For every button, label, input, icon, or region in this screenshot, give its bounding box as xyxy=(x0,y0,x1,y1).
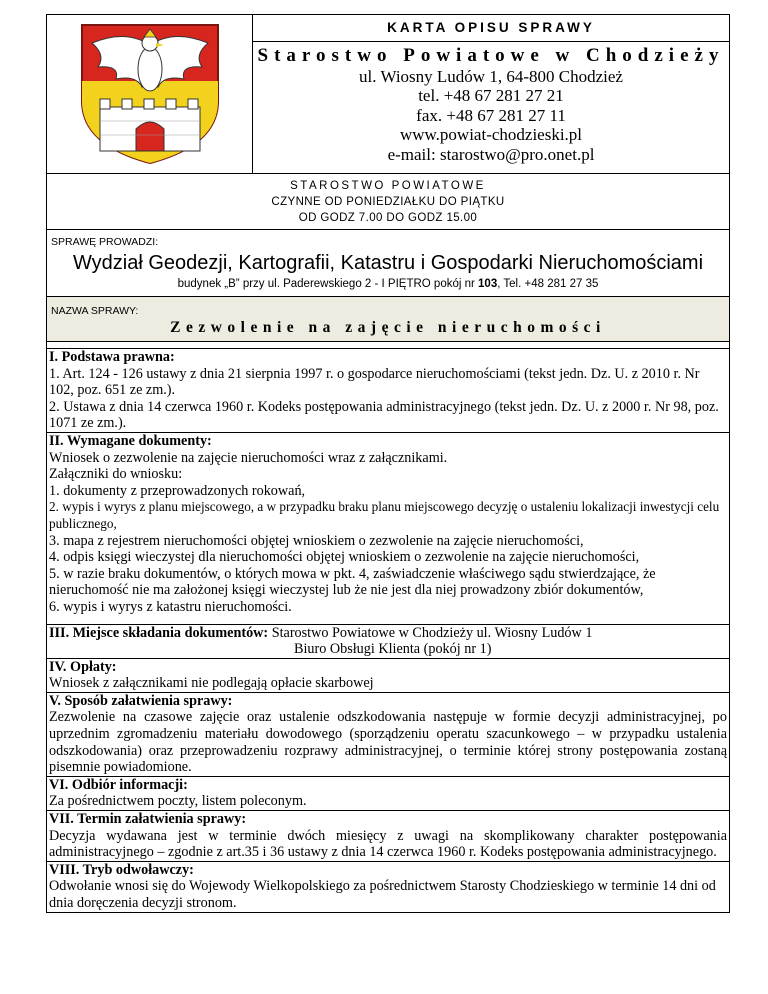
coat-of-arms xyxy=(47,15,253,173)
section-line: 1. dokumenty z przeprowadzonych rokowań, xyxy=(49,482,306,499)
section-title: VII. Termin załatwienia sprawy: xyxy=(49,811,247,828)
section-line: 1. Art. 124 - 126 ustawy z dnia 21 sierpnia 1997 r. o gospodarce nieruchomościami (tekst jedn. Dz. U. z 2010 r. Nr 102, poz. 651 ze zm.). xyxy=(49,365,700,399)
office-address: ul. Wiosny Ludów 1, 64-800 Chodzież xyxy=(359,66,623,86)
section-title: VIII. Tryb odwoławczy: xyxy=(49,861,194,878)
section-fees xyxy=(47,659,729,693)
section-required-documents xyxy=(47,433,729,625)
submission-room: Biuro Obsługi Klienta (pokój nr 1) xyxy=(294,641,492,658)
section-line: Wniosek o zezwolenie na zajęcie nieruchomości wraz z załącznikami. xyxy=(49,449,448,466)
department-label: SPRAWĘ PROWADZI: xyxy=(51,236,159,248)
section-title: VI. Odbiór informacji: xyxy=(49,776,188,793)
section-line: Wniosek z załącznikami nie podlegają opłacie skarbowej xyxy=(49,675,374,692)
case-label: NAZWA SPRAWY: xyxy=(51,305,139,317)
section-title: II. Wymagane dokumenty: xyxy=(49,432,212,449)
section-submission-place xyxy=(47,625,729,659)
section-line: 4. odpis księgi wieczystej dla nieruchomości objętej wnioskiem o zezwolenie na zajęcie nieruchomości, xyxy=(49,549,640,566)
case-name: Zezwolenie na zajęcie nieruchomości xyxy=(170,319,606,336)
section-line: Za pośrednictwem poczty, listem poleconym. xyxy=(49,793,307,810)
office-phone: tel. +48 67 281 27 21 xyxy=(418,86,564,105)
opening-hours xyxy=(47,174,729,230)
section-processing-time xyxy=(47,811,729,862)
section-line: Załączniki do wniosku: xyxy=(49,466,183,483)
section-line: 6. wypis i wyrys z katastru nieruchomości. xyxy=(49,598,292,615)
office-name: Starostwo Powiatowe w Chodzieży xyxy=(257,45,725,66)
section-title: V. Sposób załatwienia sprawy: xyxy=(49,692,233,709)
section-line: Odwołanie wnosi się do Wojewody Wielkopolskiego za pośrednictwem Starosty Chodzieskiego w terminie 14 dni od dnia doręczenia decyzji stronom. xyxy=(49,878,716,911)
section-line: 2. Ustawa z dnia 14 czerwca 1960 r. Kodeks postępowania administracyjnego (tekst jedn. Dz. U. z 2000 r. Nr 98, poz. 1071 ze zm.). xyxy=(49,398,719,432)
section-line: 2. wypis i wyrys z planu miejscowego, a w przypadku braku planu miejscowego decyzję o ustaleniu lokalizacji inwestycji celu publicznego, xyxy=(49,499,720,531)
office-contact xyxy=(253,42,729,164)
office-website: www.powiat-chodzieski.pl xyxy=(399,125,583,144)
section-line: Decyzja wydawana jest w terminie dwóch miesięcy z uwagi na skomplikowany charakter postępowania administracyjnego – zgodnie z art.35 i 36 ustawy z dnia 14 czerwca 1960 r. Kodeks postępowania administracyjnego. xyxy=(49,827,727,861)
department-address-suffix: , Tel. +48 281 27 35 xyxy=(497,278,599,290)
section-appeal-procedure xyxy=(47,862,729,912)
section-line xyxy=(49,625,727,642)
section-title: IV. Opłaty: xyxy=(49,658,117,675)
section-title: III. Miejsce składania dokumentów: xyxy=(49,624,269,641)
submission-address: Starostwo Powiatowe w Chodzieży ul. Wiosny Ludów 1 xyxy=(268,624,593,641)
section-title: I. Podstawa prawna: xyxy=(49,349,175,365)
section-information-pickup xyxy=(47,777,729,811)
header xyxy=(47,15,729,174)
section-line: 3. mapa z rejestrem nieruchomości objętej wnioskiem o zezwolenie na zajęcie nieruchomości, xyxy=(49,532,584,549)
department-name: Wydział Geodezji, Kartografii, Katastru i Gospodarki Nieruchomościami xyxy=(72,252,704,274)
hours-line-2: CZYNNE OD PONIEDZIAŁKU DO PIĄTKU xyxy=(271,196,505,208)
case-name-box xyxy=(47,297,729,342)
section-line: 5. w razie braku dokumentów, o których mowa w pkt. 4, zaświadczenie właściwego sądu stwierdzające, że nieruchomość nie ma założonej księgi wieczystej lub że nie jest dla niej prowadzony zbiór dokumentów, xyxy=(49,565,656,599)
office-fax: fax. +48 67 281 27 11 xyxy=(416,105,566,125)
hours-line-3: OD GODZ 7.00 DO GODZ 15.00 xyxy=(298,212,478,224)
section-handling-method xyxy=(47,693,729,777)
section-legal-basis xyxy=(47,349,729,433)
section-line: Zezwolenie na czasowe zajęcie oraz ustalenie odszkodowania następuje w formie decyzji administracyjnej, po uprzednim zgromadzeniu materiału dowodowego (sporządzeniu operatu szacunkowego – w przypadku ustalenia odszkodowania) oraz przeprowadzeniu rozprawy administracyjnej, o terminie której strony postępowania zostaną pisemnie powiadomione. xyxy=(49,709,727,776)
department-address xyxy=(47,278,729,290)
department-room: 103 xyxy=(478,278,498,290)
office-email: e-mail: starostwo@pro.onet.pl xyxy=(387,144,595,164)
case-card xyxy=(46,14,730,913)
spacer xyxy=(47,342,729,349)
card-title: KARTA OPISU SPRAWY xyxy=(253,15,729,42)
department-address-prefix: budynek „B” przy ul. Paderewskiego 2 - I PIĘTRO pokój nr xyxy=(177,278,479,290)
hours-line-1: STAROSTWO POWIATOWE xyxy=(290,180,486,192)
department-box xyxy=(47,230,729,297)
coat-of-arms-icon xyxy=(76,21,224,167)
